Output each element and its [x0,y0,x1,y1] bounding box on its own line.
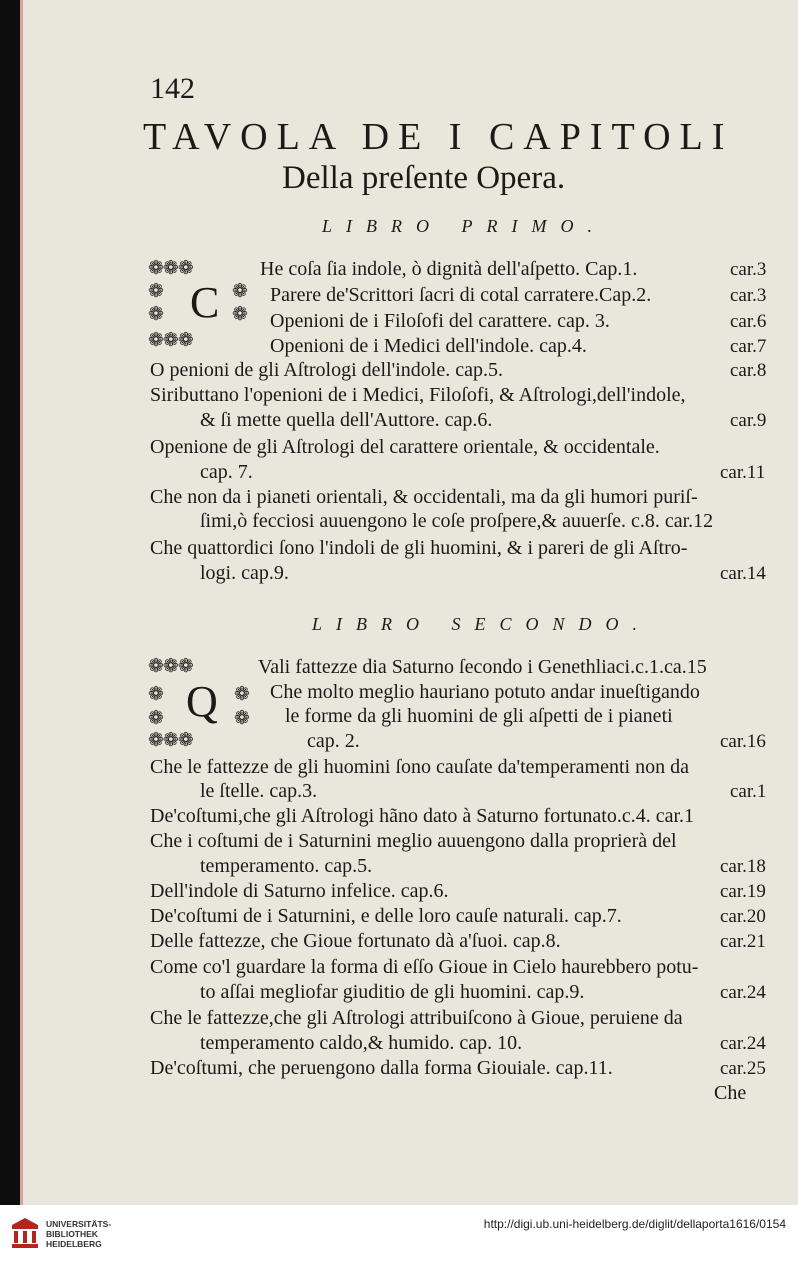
toc-entry: Siributtano l'openioni de i Medici, Filoſofi, & Aſtrologi,dell'indole, [150,384,686,406]
toc-ref: car.16 [720,731,766,752]
toc-ref: car.20 [720,906,766,927]
toc-entry: to aſſai megliofar giuditio de gli huomini. cap.9. [200,981,585,1003]
toc-ref: car.25 [720,1058,766,1079]
ornament-flower-icon: ❁ [148,280,163,302]
toc-entry: Vali fattezze dia Saturno ſecondo i Genethliaci.c.1.ca.15 [258,656,707,678]
toc-entry: cap. 7. [200,461,253,483]
toc-entry: Che le fattezze de gli huomini ſono cauſate da'temperamenti non da [150,756,689,778]
ornament-flower-icon: ❁❁❁ [148,655,193,677]
toc-entry: Openioni de i Filoſofi del carattere. cap. 3. [270,310,610,332]
toc-entry: Che quattordici ſono l'indoli de gli huomini, & i pareri de gli Aſtro- [150,537,688,559]
library-name-line: UNIVERSITÄTS- [46,1219,112,1229]
toc-ref: car.24 [720,982,766,1003]
toc-entry: temperamento. cap.5. [200,855,373,877]
toc-entry: le ſtelle. cap.3. [200,780,318,802]
toc-entry: temperamento caldo,& humido. cap. 10. [200,1032,523,1054]
toc-entry: Openione de gli Aſtrologi del carattere orientale, & occidentale. [150,436,660,458]
toc-entry: De'coſtumi, che peruengono dalla forma Giouiale. cap.11. [150,1057,613,1079]
toc-entry: Che molto meglio hauriano potuto andar inueſtigando [270,681,700,703]
toc-ref: car.19 [720,881,766,902]
page-number: 142 [150,72,195,105]
toc-ref: car.11 [720,462,766,483]
toc-ref: car.8 [730,360,767,381]
toc-entry: De'coſtumi,che gli Aſtrologi hãno dato à Saturno fortunato.c.4. car.1 [150,805,695,827]
toc-ref: car.21 [720,931,766,952]
toc-ref: car.24 [720,1033,766,1054]
toc-entry: He coſa ſia indole, ò dignità dell'aſpetto. Cap.1. [260,258,638,280]
toc-ref: car.3 [730,259,767,280]
ornament-flower-icon: ❁ [234,707,249,729]
toc-ref: car.18 [720,856,766,877]
section-heading-libro-primo: LIBRO PRIMO. [322,216,606,236]
toc-ref: car.3 [730,285,767,306]
toc-entry: & ſi mette quella dell'Auttore. cap.6. [200,409,493,431]
section-heading-libro-secondo: LIBRO SECONDO. [312,614,651,634]
toc-ref: car.6 [730,311,767,332]
toc-entry: Dell'indole di Saturno infelice. cap.6. [150,880,449,902]
toc-entry: Che non da i pianeti orientali, & occidentali, ma da gli humori puriſ- [150,486,698,508]
page-edge [20,0,23,1205]
initial-letter-q: Q [186,677,218,726]
initial-letter-c: C [190,278,220,327]
toc-ref: car.14 [720,563,766,584]
page-title: TAVOLA DE I CAPITOLI [143,116,734,158]
ornament-flower-icon: ❁ [232,303,247,325]
ornament-flower-icon: ❁ [148,707,163,729]
university-library-logo-icon [10,1217,40,1249]
toc-entry: Che i coſtumi de i Saturnini meglio auuengono dalla proprierà del [150,830,677,852]
ornament-flower-icon: ❁ [232,280,247,302]
toc-entry: Parere de'Scrittori ſacri di cotal carratere.Cap.2. [270,284,652,306]
toc-entry: le forme da gli huomini de gli aſpetti de i pianeti [285,705,673,727]
catchword: Che [714,1082,747,1104]
library-name [46,1219,111,1249]
toc-entry: Come co'l guardare la forma di eſſo Gioue in Cielo haurebbero potu- [150,956,699,978]
ornament-flower-icon: ❁ [148,303,163,325]
toc-ref: car.9 [730,410,767,431]
page-subtitle: Della preſente Opera. [282,160,566,196]
ornament-flower-icon: ❁ [234,683,249,705]
toc-entry: Openioni de i Medici dell'indole. cap.4. [270,335,587,357]
library-name-line: BIBLIOTHEK [46,1229,98,1239]
page-url[interactable]: http://digi.ub.uni-heidelberg.de/diglit/dellaporta1616/0154 [483,1217,786,1231]
toc-ref: car.1 [730,781,767,802]
toc-entry: logi. cap.9. [200,562,289,584]
toc-ref: car.7 [730,336,767,357]
toc-entry: De'coſtumi de i Saturnini, e delle loro cauſe naturali. cap.7. [150,905,622,927]
viewer-footer [0,1205,798,1263]
toc-entry: cap. 2. [307,730,360,752]
ornament-flower-icon: ❁❁❁ [148,329,193,351]
library-name-line: HEIDELBERG [46,1239,102,1249]
toc-entry: Che le fattezze,che gli Aſtrologi attribuiſcono à Gioue, peruiene da [150,1007,683,1029]
toc-entry: Delle fattezze, che Gioue fortunato dà a'ſuoi. cap.8. [150,930,561,952]
ornament-flower-icon: ❁❁❁ [148,257,193,279]
ornament-flower-icon: ❁ [148,683,163,705]
toc-entry: O penioni de gli Aſtrologi dell'indole. cap.5. [150,359,503,381]
ornament-flower-icon: ❁❁❁ [148,729,193,751]
toc-entry: ſimi,ò fecciosi auuengono le coſe proſpere,& auuerſe. c.8. car.12 [200,510,714,532]
